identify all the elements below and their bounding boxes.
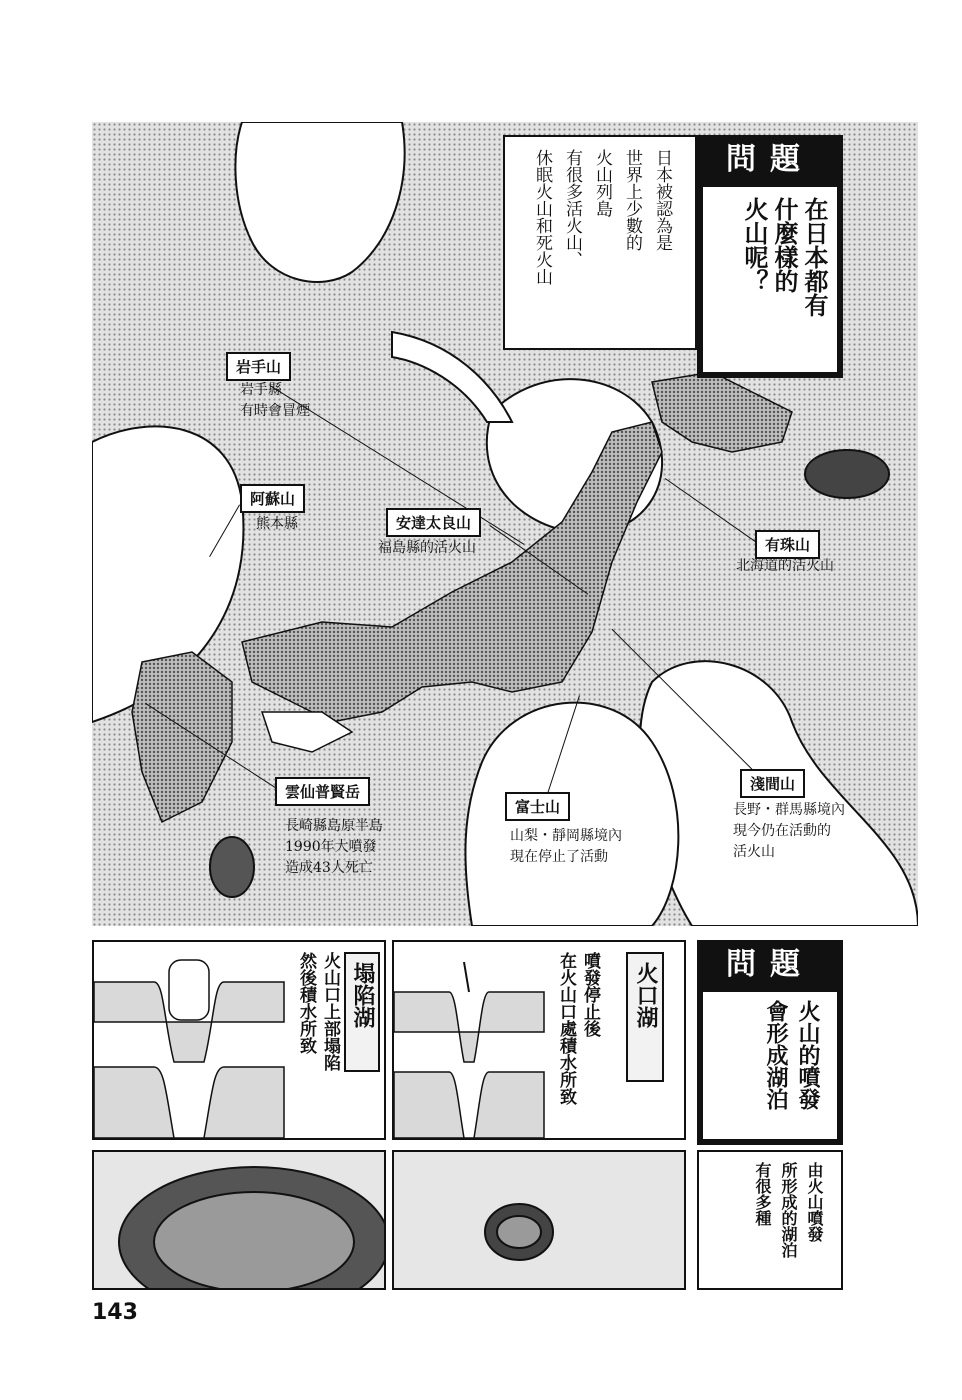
caldera-lake-illustration bbox=[94, 1152, 384, 1288]
question1-line: 火山呢？ bbox=[740, 197, 768, 293]
crater-lake-illustration bbox=[394, 1152, 684, 1288]
answer1-line: 火山列島 bbox=[592, 149, 612, 217]
caldera-text: 火山口上部塌陷 然後積水所致 bbox=[296, 952, 340, 1071]
volcano-tag-fuji: 富士山 bbox=[505, 792, 570, 821]
question1-line: 在日本都有 bbox=[800, 197, 828, 317]
page-number: 143 bbox=[92, 1300, 138, 1325]
question2-text: 火山的噴發 會形成湖泊 bbox=[703, 992, 837, 1139]
figure-bottom bbox=[465, 703, 678, 926]
volcano-tag-aso: 阿蘇山 bbox=[240, 484, 305, 513]
question2-box bbox=[697, 940, 843, 1145]
volcano-desc-fuji: 山梨・靜岡縣境內 現在停止了活動 bbox=[510, 828, 622, 865]
caldera-panel bbox=[92, 940, 386, 1140]
volcano-tag-usu: 有珠山 bbox=[755, 530, 820, 559]
volcano-desc-usu: 北海道的活火山 bbox=[736, 558, 834, 574]
volcano-desc-aso: 熊本縣 bbox=[256, 516, 298, 532]
volcano-tag-iwate: 岩手山 bbox=[226, 352, 291, 381]
question2-heading: 問題 bbox=[726, 947, 814, 982]
volcano-tag-unzen: 雲仙普賢岳 bbox=[275, 777, 370, 806]
crater-lake-panel bbox=[392, 940, 686, 1140]
answer1-line: 日本被認為是 bbox=[652, 149, 672, 251]
crater-illustration bbox=[805, 450, 889, 498]
question1-box bbox=[697, 135, 843, 378]
crater-small bbox=[210, 837, 254, 897]
answer1-line: 世界上少數的 bbox=[622, 149, 642, 251]
crater-lake-image-panel bbox=[392, 1150, 686, 1290]
crater-lake-label: 火口湖 bbox=[626, 952, 664, 1082]
answer2-box: 由火山噴發 所形成的湖泊 有很多種 bbox=[697, 1150, 843, 1290]
caldera-label: 塌陷湖 bbox=[344, 952, 380, 1072]
question1-line: 什麼樣的 bbox=[770, 197, 798, 293]
answer1-box bbox=[503, 135, 697, 350]
caldera-lake-image-panel bbox=[92, 1150, 386, 1290]
volcano-tag-adatara: 安達太良山 bbox=[386, 508, 481, 537]
answer1-line: 休眠火山和死火山 bbox=[532, 149, 552, 285]
volcano-desc-unzen: 長崎縣島原半島 1990年大噴發 造成43人死亡 bbox=[285, 818, 383, 876]
volcano-tag-asama: 淺間山 bbox=[740, 769, 805, 798]
volcano-desc-asama: 長野・群馬縣境內 現今仍在活動的 活火山 bbox=[733, 802, 845, 860]
question1-heading: 問題 bbox=[726, 142, 814, 177]
question1-text bbox=[703, 187, 837, 372]
answer1-line: 有很多活火山、 bbox=[562, 149, 582, 268]
volcano-desc-adatara: 福島縣的活火山 bbox=[378, 540, 476, 556]
volcano-desc-iwate: 岩手縣 有時會冒煙 bbox=[240, 382, 310, 419]
crater-lake-text: 噴發停止後 在火山口處積水所致 bbox=[556, 952, 600, 1105]
